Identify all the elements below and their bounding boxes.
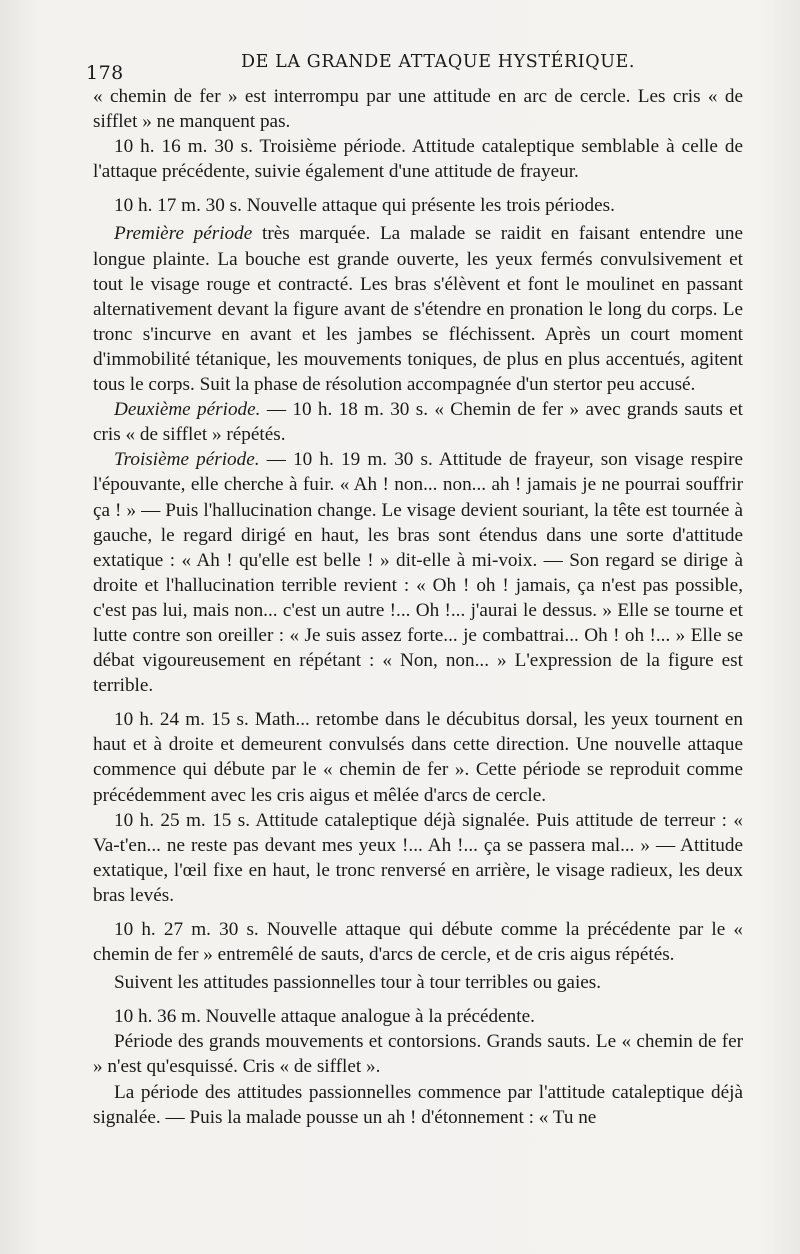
paragraph-11: 10 h. 36 m. Nouvelle attaque analogue à la précédente. [114, 1006, 535, 1028]
paragraph-13: La période des attitudes passionnelles commence par l'attitude cataleptique déjà signalée. — Puis la malade pousse un ah ! d'étonnement : « Tu ne [93, 1081, 743, 1128]
paragraph-5 [93, 397, 743, 447]
paragraph-text: très marquée. La malade se raidit en faisant entendre une longue plainte. La bouche est grande ouverte, les yeux fermés convulsivement et tout le visage rouge et contracté. Les bras s'élèvent et font le moulinet en passant alternativement devant la figure avant de s'étendre en pronation le long du corps. Le tronc s'incurve en avant et les jambes se fléchissent. Après un court moment d'immobilité tétanique, les mouvements toniques, de plus en plus accentués, agitent tous le corps. Suit la phase de résolution accompagnée d'un stertor peu accusé. [93, 223, 744, 396]
paragraph-10: Suivent les attitudes passionnelles tour à tour terribles ou gaies. [114, 972, 602, 994]
page-number: 178 [86, 62, 124, 84]
body-text [93, 84, 743, 1130]
running-title: DE LA GRANDE ATTAQUE HYSTÉRIQUE. [241, 52, 636, 72]
paragraph-4 [93, 221, 743, 397]
paragraph-1: « chemin de fer » est interrompu par une attitude en arc de cercle. Les cris « de sifflet » ne manquent pas. [93, 86, 743, 133]
paragraph-6 [93, 447, 743, 698]
paragraph-text: — 10 h. 19 m. 30 s. Attitude de frayeur, son visage respire l'épouvante, elle cherche à fuir. « Ah ! non... non... ah ! jamais je ne pourrai souffrir ça ! » — Puis l'hallucination change. Le visage devient souriant, la tête est tournée à gauche, le regard dirigé en haut, les bras sont étendus dans une sorte d'attitude extatique : « Ah ! qu'elle est belle ! » dit-elle à mi-voix. — Son regard se dirige à droite et l'hallucination terrible revient : « Oh ! oh ! jamais, ça n'est pas possible, c'est pas lui, mais non... c'est un autre !... Oh !... j'aurai le dessus. » Elle se tourne et lutte contre son oreiller : « Je suis assez forte... je combattrai... Oh ! oh !... » Elle se débat vigoureusement en répétant : « Non, non... » L'expression de la figure est terrible. [93, 449, 744, 697]
paragraph-12: Période des grands mouvements et contorsions. Grands sauts. Le « chemin de fer » n'est qu'esquissé. Cris « de sifflet ». [93, 1031, 743, 1078]
paragraph-9: 10 h. 27 m. 30 s. Nouvelle attaque qui débute comme la précédente par le « chemin de fer » entremêlé de sauts, d'arcs de cercle, et de cris aigus répétés. [93, 919, 743, 966]
period-heading: Troisième période. [114, 449, 260, 471]
paragraph-3: 10 h. 17 m. 30 s. Nouvelle attaque qui présente les trois périodes. [114, 195, 615, 217]
paragraph-8: 10 h. 25 m. 15 s. Attitude cataleptique déjà signalée. Puis attitude de terreur : « Va-t'en... ne reste pas devant mes yeux !... Ah !... ça se passera mal... » — Attitude extatique, l'œil fixe en haut, le tronc renversé en arrière, le visage radieux, les deux bras levés. [93, 809, 743, 906]
paragraph-7: 10 h. 24 m. 15 s. Math... retombe dans le décubitus dorsal, les yeux tournent en haut et à droite et demeurent convulsés dans cette direction. Une nouvelle attaque commence qui débute par le « chemin de fer ». Cette période se reproduit comme précédemment avec les cris aigus et mêlée d'arcs de cercle. [93, 709, 743, 806]
period-heading: Deuxième période. [114, 399, 261, 421]
page-header [86, 48, 756, 84]
paragraph-2: 10 h. 16 m. 30 s. Troisième période. Attitude cataleptique semblable à celle de l'attaque précédente, suivie également d'une attitude de frayeur. [93, 136, 743, 183]
period-heading: Première période [114, 223, 253, 245]
paragraph-text: — 10 h. 18 m. 30 s. « Chemin de fer » avec grands sauts et cris « de sifflet » répétés. [93, 399, 743, 446]
